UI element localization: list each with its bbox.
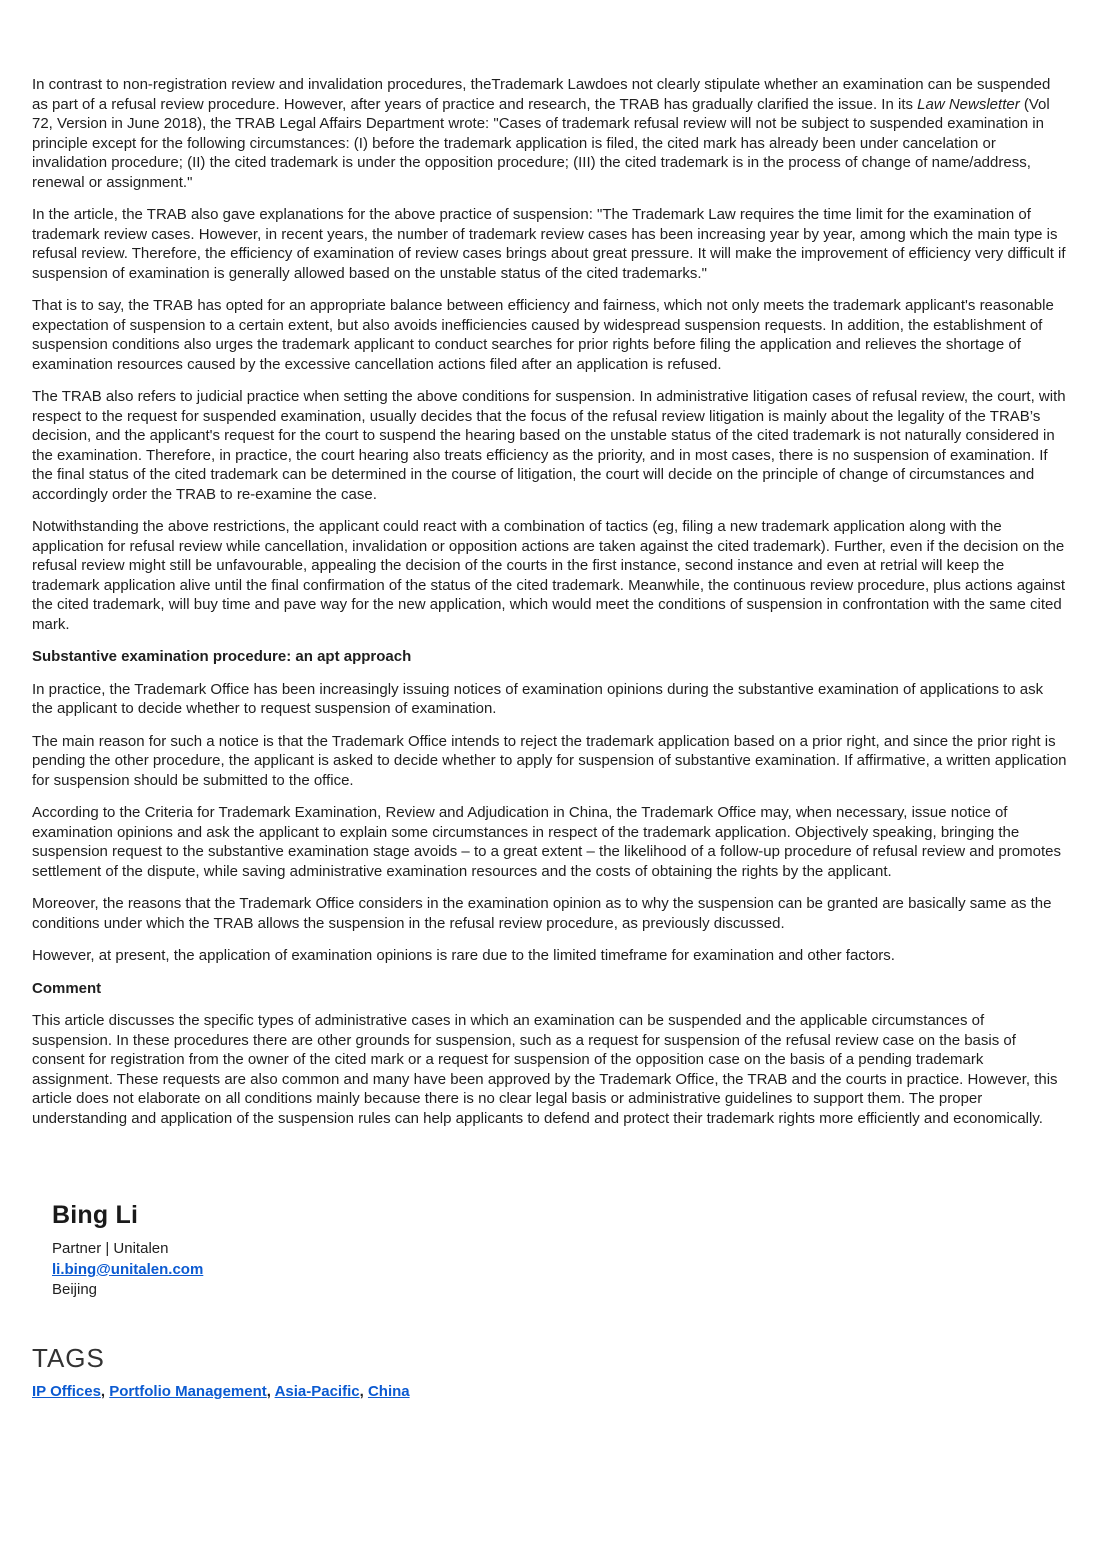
author-card	[52, 1201, 1068, 1301]
tag-link-asia-pacific[interactable]: Asia-Pacific	[274, 1382, 360, 1400]
text-segment: However, at present, the application of examination opinions is rare due to the limited timeframe for examination and other factors.	[32, 947, 895, 964]
article-body	[32, 75, 1068, 1128]
author-email-link[interactable]: li.bing@unitalen.com	[52, 1260, 204, 1278]
text-segment: The TRAB also refers to judicial practice when setting the above conditions for suspension. In administrative litigation cases of refusal review, the court, with respect to the request for suspended examination, usually decides that the focus of the refusal review litigation is mainly about the legality of the TRAB’s decision, and the applicant's request for the court to suspend the hearing based on the unstable status of the cited trademark is not naturally considered in the examination. Therefore, in practice, the court hearing also treats efficiency as the priority, and in most cases, there is no suspension of examination. If the final status of the cited trademark can be determined in the course of litigation, the court will decide on the principle of change of circumstances and accordingly order the TRAB to re-examine the case.	[32, 388, 1066, 503]
article-paragraph	[32, 387, 1068, 504]
text-segment: In practice, the Trademark Office has been increasingly issuing notices of examination opinions during the substantive examination of applications to ask the applicant to decide whether to request suspension of examination.	[32, 680, 1044, 717]
text-segment: According to the Criteria for Trademark Examination, Review and Adjudication in China, the Trademark Office may, when necessary, issue notice of examination opinions and ask the applicant to explain some circumstances in respect of the trademark application. Objectively speaking, bringing the suspension request to the substantive examination stage avoids – to a great extent – the likelihood of a follow-up procedure of refusal review and promotes settlement of the dispute, while saving administrative examination resources and the costs of obtaining the rights by the applicant.	[32, 804, 1061, 880]
text-segment: The main reason for such a notice is that the Trademark Office intends to reject the trademark application based on a prior right, and since the prior right is pending the other procedure, the applicant is asked to decide whether to apply for suspension of substantive examination. If affirmative, a written application for suspension should be submitted to the office.	[32, 732, 1067, 789]
text-segment: In contrast to non-registration review and invalidation procedures, theTrademark Lawdoes not clearly stipulate whether an examination can be suspended as part of a refusal review procedure. However, after years of practice and research, the TRAB has gradually clarified the issue. In its	[32, 76, 1051, 113]
article-paragraph	[32, 205, 1068, 283]
tag-link-china[interactable]: China	[367, 1382, 410, 1400]
tag-list	[32, 1382, 1068, 1402]
article-paragraph	[32, 517, 1068, 634]
text-segment: Moreover, the reasons that the Trademark Office considers in the examination opinion as to why the suspension can be granted are basically same as the conditions under which the TRAB allows the suspension in the refusal review procedure, as previously discussed.	[32, 895, 1052, 932]
tags-section	[32, 1343, 1068, 1402]
text-segment: In the article, the TRAB also gave explanations for the above practice of suspension: "The Trademark Law requires the time limit for the examination of trademark review cases. However, in recent years, the number of trademark review cases has been increasing year by year, among which the main type is refusal review. Therefore, the efficiency of examination of review cases brings about great pressure. It will make the improvement of efficiency very difficult if suspension of examination is generally allowed based on the unstable status of the cited trademarks."	[32, 206, 1066, 282]
author-name: Bing Li	[52, 1201, 139, 1229]
text-segment: Notwithstanding the above restrictions, the applicant could react with a combination of tactics (eg, filing a new trademark application along with the application for refusal review while cancellation, invalidation or opposition actions are taken against the cited trademark). Further, even if the decision on the refusal review might still be unfavourable, appealing the decision of the courts in the first instance, second instance and even at retrial will keep the trademark application alive until the final confirmation of the status of the cited trademark. Meanwhile, the continuous review procedure, plus actions against the cited trademark, will buy time and pave way for the new application, which would meet the conditions of suspension in confrontation with the same cited mark.	[32, 518, 1066, 633]
text-segment: This article discusses the specific types of administrative cases in which an examination can be suspended and the applicable circumstances of suspension. In these procedures there are other grounds for suspension, such as a request for suspension of the refusal review case on the basis of consent for registration from the owner of the cited mark or a request for suspension of the opposition case on the basis of a pending trademark assignment. These requests are also common and many have been approved by the Trademark Office, the TRAB and the courts in practice. However, this article does not elaborate on all conditions mainly because there is no clear legal basis or administrative guidelines to support them. The proper understanding and application of the suspension rules can help applicants to defend and protect their trademark rights more efficiently and economically.	[32, 1012, 1058, 1127]
text-segment: That is to say, the TRAB has opted for an appropriate balance between efficiency and fairness, which not only meets the trademark applicant's reasonable expectation of suspension to a certain extent, but also avoids inefficiencies caused by widespread suspension requests. In addition, the establishment of suspension conditions also urges the trademark applicant to conduct searches for prior rights before filing the application and relieves the shortage of examination resources caused by the excessive cancellation actions filed after an application is refused.	[32, 297, 1054, 373]
italic-text-segment: Law Newsletter	[917, 95, 1020, 113]
tags-title: TAGS	[32, 1342, 105, 1373]
tag-separator: ,	[100, 1382, 110, 1400]
author-role: Partner | Unitalen	[52, 1240, 169, 1257]
article-paragraph	[32, 894, 1068, 933]
article-paragraph	[32, 296, 1068, 374]
author-city: Beijing	[52, 1281, 98, 1298]
article-paragraph	[32, 75, 1068, 192]
author-details	[52, 1239, 1068, 1301]
tag-separator: ,	[266, 1382, 275, 1400]
article-paragraph	[32, 946, 1068, 966]
tag-link-portfolio-management[interactable]: Portfolio Management	[109, 1382, 267, 1400]
article-paragraph	[32, 803, 1068, 881]
article-paragraph	[32, 680, 1068, 719]
text-segment: Comment	[32, 979, 102, 997]
text-segment: Substantive examination procedure: an apt approach	[32, 648, 412, 665]
article-paragraph	[32, 1011, 1068, 1128]
tag-link-ip-offices[interactable]: IP Offices	[32, 1382, 101, 1400]
text-segment: (Vol 72, Version in June 2018), the TRAB Legal Affairs Department wrote: "Cases of trademark refusal review will not be subject to suspended examination in principle except for the following circumstances: (I) before the trademark application is filed, the cited mark has already been under cancelation or invalidation procedure; (II) the cited trademark is under the opposition procedure; (III) the cited trademark is in the process of change of name/address, renewal or assignment."	[32, 95, 1050, 191]
section-heading	[32, 979, 1068, 999]
article-paragraph	[32, 732, 1068, 791]
section-heading	[32, 647, 1068, 667]
tag-separator: ,	[359, 1382, 368, 1400]
